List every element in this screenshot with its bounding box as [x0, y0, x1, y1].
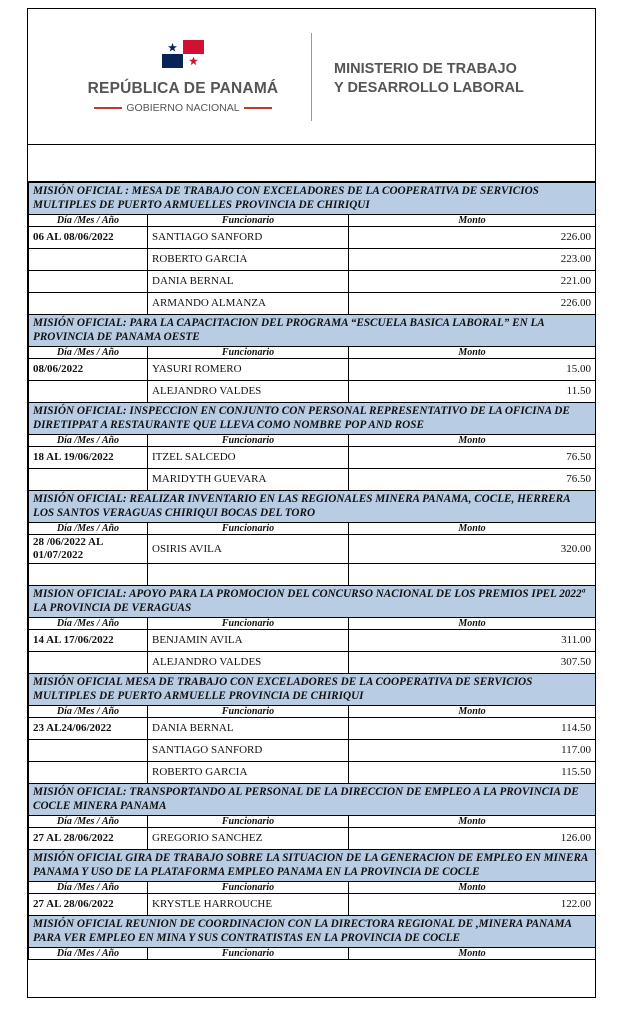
column-header-official: Funcionario: [148, 706, 349, 718]
column-header-date: Día /Mes / Año: [29, 435, 148, 447]
missions-table: [28, 182, 596, 960]
amount-cell: 307.50: [349, 652, 596, 674]
date-cell: 27 AL 28/06/2022: [29, 828, 148, 850]
amount-cell: 76.50: [349, 469, 596, 491]
date-cell: 14 AL 17/06/2022: [29, 630, 148, 652]
date-cell: 08/06/2022: [29, 359, 148, 381]
date-cell: [29, 293, 148, 315]
column-header-date: Día /Mes / Año: [29, 618, 148, 630]
column-header-official: Funcionario: [148, 347, 349, 359]
column-header-amount: Monto: [349, 816, 596, 828]
official-cell: KRYSTLE HARROUCHE: [148, 894, 349, 916]
column-header-amount: Monto: [349, 706, 596, 718]
table-row: [29, 828, 596, 850]
amount-cell: 122.00: [349, 894, 596, 916]
official-cell: GREGORIO SANCHEZ: [148, 828, 349, 850]
column-header-date: Día /Mes / Año: [29, 816, 148, 828]
column-header-amount: Monto: [349, 215, 596, 227]
date-cell: 28 /06/2022 AL 01/07/2022: [29, 535, 148, 564]
letterhead: [28, 9, 595, 145]
date-cell: 06 AL 08/06/2022: [29, 227, 148, 249]
amount-cell: 320.00: [349, 535, 596, 564]
date-cell: [29, 762, 148, 784]
amount-cell: [349, 564, 596, 586]
amount-cell: 114.50: [349, 718, 596, 740]
column-header-date: Día /Mes / Año: [29, 706, 148, 718]
date-cell: [29, 652, 148, 674]
official-cell: ROBERTO GARCIA: [148, 762, 349, 784]
column-header-amount: Monto: [349, 435, 596, 447]
mission-title: MISIÓN OFICIAL MESA DE TRABAJO CON EXCELADORES DE LA COOPERATIVA DE SERVICIOS MULTIPLES DE PUERTO ARMUELLE PROVINCIA DE CHIRIQUI: [29, 674, 596, 706]
mission-title: MISIÓN OFICIAL REUNION DE COORDINACION CON LA DIRECTORA REGIONAL DE ,MINERA PANAMA PARA VER EMPLEO EN MINA Y SUS CONTRATISTAS EN LA PROVINCIA DE COCLE: [29, 916, 596, 948]
date-cell: 18 AL 19/06/2022: [29, 447, 148, 469]
mission-title: MISIÓN OFICIAL: INSPECCION EN CONJUNTO CON PERSONAL REPRESENTATIVO DE LA OFICINA DE DIRETIPPAT A RESTAURANTE QUE LLEVA COMO NOMBRE POP AND ROSE: [29, 403, 596, 435]
header-divider: [311, 33, 312, 121]
table-row: [29, 652, 596, 674]
official-cell: ITZEL SALCEDO: [148, 447, 349, 469]
date-cell: [29, 469, 148, 491]
amount-cell: 117.00: [349, 740, 596, 762]
official-cell: BENJAMIN AVILA: [148, 630, 349, 652]
government-subtitle: [80, 102, 286, 114]
blank-band: [28, 145, 595, 182]
column-header-official: Funcionario: [148, 816, 349, 828]
amount-cell: 221.00: [349, 271, 596, 293]
official-cell: ROBERTO GARCIA: [148, 249, 349, 271]
amount-cell: 226.00: [349, 293, 596, 315]
table-row: [29, 447, 596, 469]
official-cell: ALEJANDRO VALDES: [148, 381, 349, 403]
mission-title-row: [29, 403, 596, 435]
republic-title: REPÚBLICA DE PANAMÁ: [87, 80, 279, 97]
ministry-line-2: Y DESARROLLO LABORAL: [334, 80, 524, 96]
mission-title: MISIÓN OFICIAL: PARA LA CAPACITACION DEL PROGRAMA “ESCUELA BASICA LABORAL” EN LA PROVINCIA DE PANAMA OESTE: [29, 315, 596, 347]
mission-title-row: [29, 183, 596, 215]
column-header-official: Funcionario: [148, 435, 349, 447]
ministry-line-1: MINISTERIO DE TRABAJO: [334, 61, 517, 77]
date-cell: 23 AL24/06/2022: [29, 718, 148, 740]
official-cell: MARIDYTH GUEVARA: [148, 469, 349, 491]
table-row: [29, 359, 596, 381]
column-header-row: [29, 215, 596, 227]
column-header-row: [29, 816, 596, 828]
amount-cell: 115.50: [349, 762, 596, 784]
official-cell: DANIA BERNAL: [148, 271, 349, 293]
column-header-row: [29, 435, 596, 447]
amount-cell: 226.00: [349, 227, 596, 249]
mission-title-row: [29, 916, 596, 948]
government-label: GOBIERNO NACIONAL: [126, 102, 240, 114]
mission-title-row: [29, 784, 596, 816]
table-row: [29, 564, 596, 586]
table-row: [29, 762, 596, 784]
official-cell: OSIRIS AVILA: [148, 535, 349, 564]
table-row: [29, 271, 596, 293]
table-row: [29, 535, 596, 564]
date-cell: [29, 740, 148, 762]
mission-title: MISIÓN OFICIAL: TRANSPORTANDO AL PERSONAL DE LA DIRECCION DE EMPLEO A LA PROVINCIA DE COCLE MINERA PANAMA: [29, 784, 596, 816]
document-page: [27, 8, 596, 998]
column-header-date: Día /Mes / Año: [29, 347, 148, 359]
date-cell: [29, 249, 148, 271]
amount-cell: 311.00: [349, 630, 596, 652]
mission-title-row: [29, 491, 596, 523]
date-cell: 27 AL 28/06/2022: [29, 894, 148, 916]
column-header-official: Funcionario: [148, 523, 349, 535]
column-header-official: Funcionario: [148, 948, 349, 960]
mission-title: MISIÓN OFICIAL : MESA DE TRABAJO CON EXCELADORES DE LA COOPERATIVA DE SERVICIOS MULTIPLES DE PUERTO ARMUELLES PROVINCIA DE CHIRIQUI: [29, 183, 596, 215]
column-header-date: Día /Mes / Año: [29, 882, 148, 894]
official-cell: ARMANDO ALMANZA: [148, 293, 349, 315]
official-cell: YASURI ROMERO: [148, 359, 349, 381]
amount-cell: 223.00: [349, 249, 596, 271]
amount-cell: 76.50: [349, 447, 596, 469]
official-cell: ALEJANDRO VALDES: [148, 652, 349, 674]
column-header-row: [29, 948, 596, 960]
mission-title: MISIÓN OFICIAL GIRA DE TRABAJO SOBRE LA SITUACION DE LA GENERACION DE EMPLEO EN MINERA PANAMA Y USO DE LA PLATAFORMA EMPLEO PANAMA EN LA PROVINCIA DE COCLE: [29, 850, 596, 882]
column-header-amount: Monto: [349, 948, 596, 960]
amount-cell: 15.00: [349, 359, 596, 381]
mission-title-row: [29, 586, 596, 618]
date-cell: [29, 271, 148, 293]
table-row: [29, 249, 596, 271]
mission-title-row: [29, 315, 596, 347]
column-header-date: Día /Mes / Año: [29, 215, 148, 227]
column-header-official: Funcionario: [148, 618, 349, 630]
table-row: [29, 630, 596, 652]
official-cell: [148, 564, 349, 586]
column-header-official: Funcionario: [148, 882, 349, 894]
column-header-row: [29, 347, 596, 359]
column-header-amount: Monto: [349, 347, 596, 359]
column-header-row: [29, 706, 596, 718]
date-cell: [29, 564, 148, 586]
table-row: [29, 740, 596, 762]
amount-cell: 11.50: [349, 381, 596, 403]
mission-title-row: [29, 850, 596, 882]
mission-title: MISION OFICIAL: APOYO PARA LA PROMOCION DEL CONCURSO NACIONAL DE LOS PREMIOS IPEL 2022ª LA PROVINCIA DE VERAGUAS: [29, 586, 596, 618]
panama-flag-icon: [162, 40, 204, 68]
column-header-row: [29, 618, 596, 630]
column-header-amount: Monto: [349, 882, 596, 894]
date-cell: [29, 381, 148, 403]
official-cell: DANIA BERNAL: [148, 718, 349, 740]
table-row: [29, 894, 596, 916]
mission-title-row: [29, 674, 596, 706]
official-cell: SANTIAGO SANFORD: [148, 227, 349, 249]
table-row: [29, 293, 596, 315]
ministry-name: [334, 60, 524, 98]
mission-title: MISIÓN OFICIAL: REALIZAR INVENTARIO EN LAS REGIONALES MINERA PANAMA, COCLE, HERRERA LOS SANTOS VERAGUAS CHIRIQUI BOCAS DEL TORO: [29, 491, 596, 523]
official-cell: SANTIAGO SANFORD: [148, 740, 349, 762]
column-header-amount: Monto: [349, 523, 596, 535]
amount-cell: 126.00: [349, 828, 596, 850]
column-header-official: Funcionario: [148, 215, 349, 227]
column-header-row: [29, 882, 596, 894]
table-row: [29, 381, 596, 403]
table-row: [29, 718, 596, 740]
table-row: [29, 227, 596, 249]
column-header-date: Día /Mes / Año: [29, 523, 148, 535]
column-header-row: [29, 523, 596, 535]
column-header-date: Día /Mes / Año: [29, 948, 148, 960]
column-header-amount: Monto: [349, 618, 596, 630]
table-row: [29, 469, 596, 491]
